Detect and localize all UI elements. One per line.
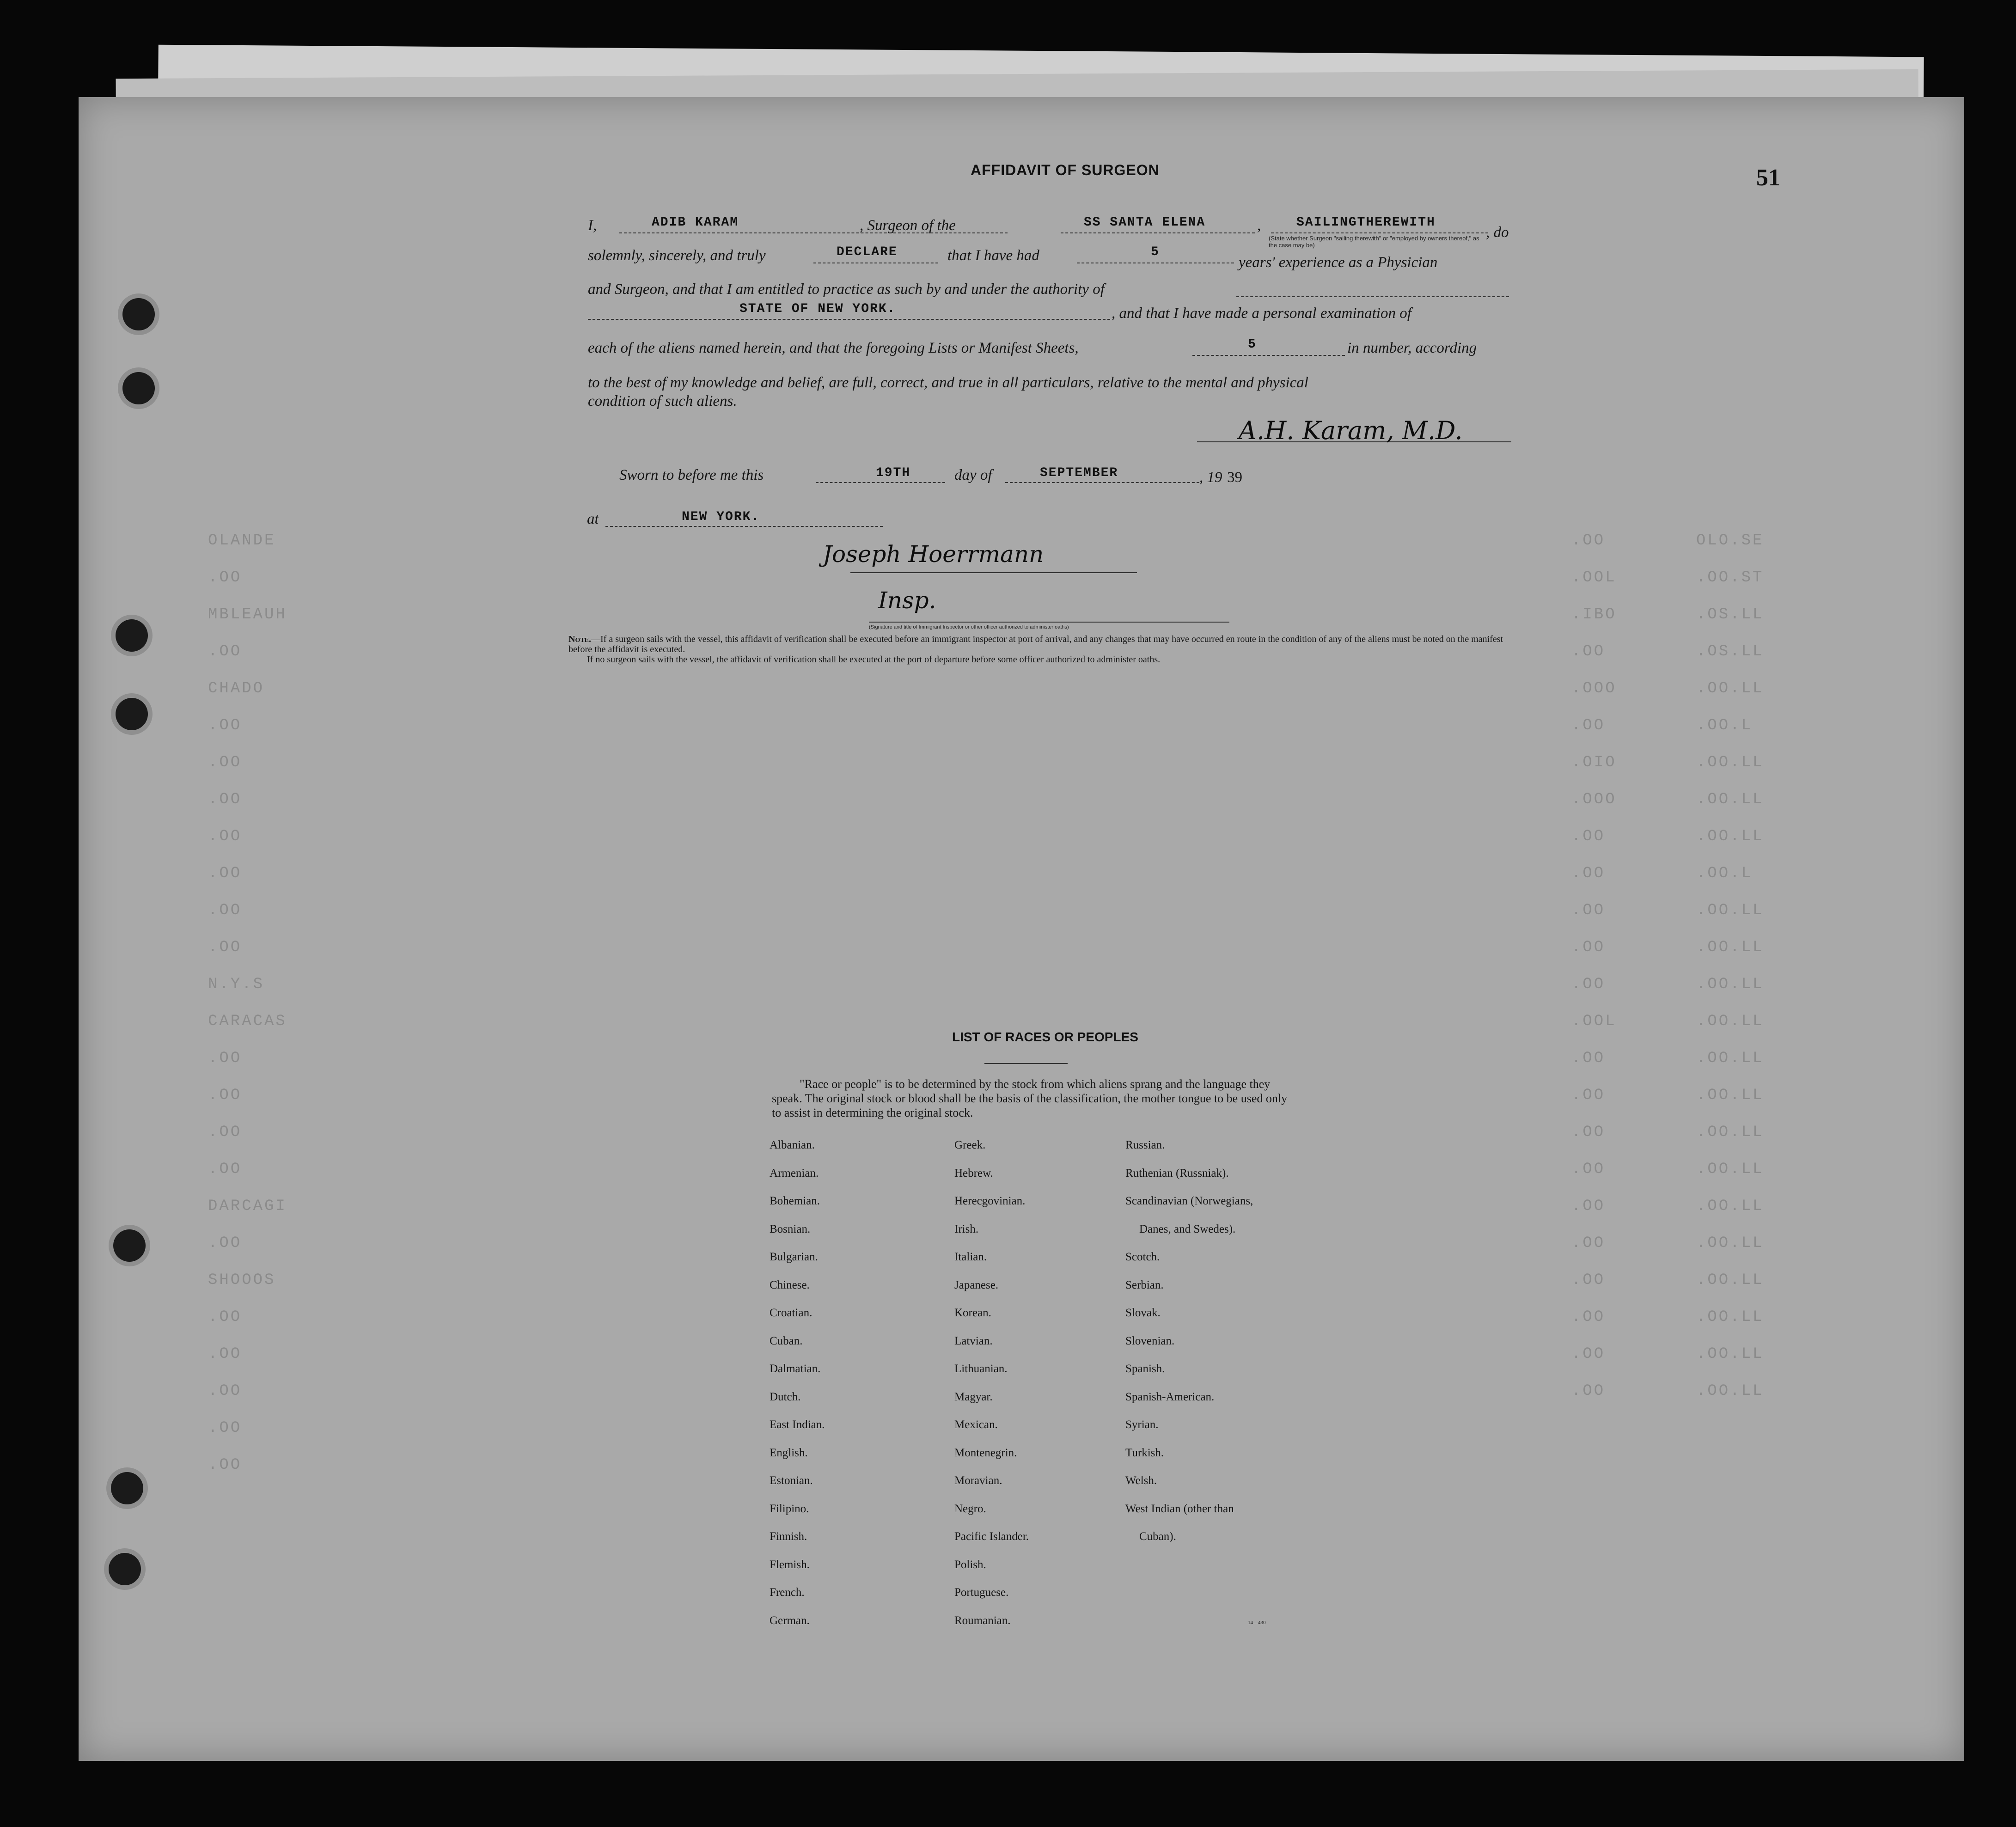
form-number: 14—430: [1248, 1620, 1266, 1625]
race-item: Polish.: [954, 1558, 986, 1571]
race-item: Bosnian.: [770, 1222, 811, 1235]
affidavit-text: , do: [1486, 224, 1509, 241]
race-item: Scotch.: [1125, 1251, 1160, 1263]
surgeon-name: ADIB KARAM: [652, 215, 739, 230]
affidavit-text: , and that I have made a personal examination of: [1112, 305, 1411, 322]
binder-hole-icon: [122, 298, 155, 330]
signature-caption: (Signature and title of Immigrant Inspector or other officer authorized to administer oaths): [869, 624, 1069, 630]
race-item: Chinese.: [770, 1278, 810, 1291]
race-item: Finnish.: [770, 1530, 807, 1543]
race-item: Lithuanian.: [954, 1363, 1008, 1375]
race-item: Slovak.: [1125, 1307, 1161, 1319]
race-item: Bohemian.: [770, 1195, 820, 1207]
fill-line: [1192, 355, 1345, 356]
race-item: Italian.: [954, 1251, 987, 1263]
years-experience: 5: [1151, 245, 1160, 259]
bleed-through-column: OLANDE .OO MBLEAUH .OO CHADO .OO .OO .OO .OO .OO .OO .OO N.Y.S CARACAS .OO .OO .OO .OO DARCAGI .OO SHOOOS .OO .OO .OO .OO .OO: [208, 532, 287, 1474]
signature-line: [869, 622, 1229, 623]
affidavit-text: ,: [1257, 217, 1261, 234]
race-item: Moravian.: [954, 1474, 1002, 1487]
race-item: Croatian.: [770, 1307, 813, 1319]
affidavit-text: to the best of my knowledge and belief, are full, correct, and true in all particulars, relative to the mental and physical: [588, 374, 1308, 391]
sworn-place: NEW YORK.: [682, 510, 760, 524]
race-item: Cuban).: [1139, 1530, 1176, 1543]
sworn-text: , 19: [1199, 469, 1222, 486]
race-item: French.: [770, 1586, 805, 1599]
race-item: Spanish-American.: [1125, 1390, 1215, 1403]
fill-line: [1061, 232, 1255, 233]
race-item: Irish.: [954, 1222, 979, 1235]
race-item: Dalmatian.: [770, 1363, 821, 1375]
race-item: Welsh.: [1125, 1474, 1157, 1487]
race-item: Korean.: [954, 1307, 991, 1319]
binder-hole-icon: [109, 1553, 141, 1585]
affidavit-text: each of the aliens named herein, and that the foregoing Lists or Manifest Sheets,: [588, 340, 1079, 356]
officer-signature: Joseph Hoerrmann: [823, 541, 1044, 568]
binder-hole-icon: [122, 372, 155, 404]
sailing-note: (State whether Surgeon "sailing therewith" or "employed by owners thereof," as the case may be): [1269, 235, 1479, 249]
race-item: Roumanian.: [954, 1614, 1011, 1627]
declaration: DECLARE: [837, 245, 898, 259]
race-item: Flemish.: [770, 1558, 810, 1571]
fill-line: [1271, 232, 1488, 233]
sailing-status: SAILINGTHEREWITH: [1296, 215, 1436, 230]
race-item: Japanese.: [954, 1278, 999, 1291]
race-item: Bulgarian.: [770, 1251, 818, 1263]
races-title: LIST OF RACES OR PEOPLES: [952, 1030, 1138, 1044]
race-item: East Indian.: [770, 1418, 825, 1431]
vessel-name: SS SANTA ELENA: [1084, 215, 1206, 230]
race-item: Ruthenian (Russniak).: [1125, 1167, 1229, 1179]
bleed-through-column: .OO .OOL .IBO .OO .OOO .OO .OIO .OOO .OO .OO .OO .OO .OO .OOL .OO .OO .OO .OO .OO .OO .OO .OO .OO .OO: [1571, 532, 1617, 1400]
race-item: Turkish.: [1125, 1446, 1164, 1459]
race-item: Mexican.: [954, 1418, 998, 1431]
race-item: Albanian.: [770, 1139, 815, 1151]
race-item: Filipino.: [770, 1502, 809, 1515]
affidavit-text: I,: [588, 217, 597, 234]
sworn-text: day of: [954, 467, 992, 483]
fill-line: [1236, 296, 1509, 297]
race-item: Hebrew.: [954, 1167, 993, 1179]
race-item: Pacific Islander.: [954, 1530, 1029, 1543]
race-item: Slovenian.: [1125, 1334, 1175, 1347]
race-item: Negro.: [954, 1502, 986, 1515]
race-item: Scandinavian (Norwegians,: [1125, 1195, 1253, 1207]
note-text: —If a surgeon sails with the vessel, this affidavit of verification shall be executed before an immigrant inspector at port of arrival, and any changes that may have occurred en route in the condition of any of the aliens must be noted on the manifest before the affidavit is executed.: [568, 634, 1503, 654]
affidavit-text: and Surgeon, and that I am entitled to practice as such by and under the authority of: [588, 281, 1105, 298]
affidavit-text: that I have had: [947, 247, 1039, 264]
race-item: Cuban.: [770, 1334, 803, 1347]
affidavit-text: in number, according: [1347, 340, 1477, 356]
race-item: Russian.: [1125, 1139, 1165, 1151]
race-item: West Indian (other than: [1125, 1502, 1234, 1515]
page-title: AFFIDAVIT OF SURGEON: [971, 162, 1160, 178]
officer-title: Insp.: [878, 587, 936, 614]
race-item: Syrian.: [1125, 1418, 1159, 1431]
sworn-text: at: [587, 511, 599, 527]
sworn-year: 39: [1227, 469, 1242, 486]
race-item: Herecgovinian.: [954, 1195, 1026, 1207]
surgeon-signature: A.H. Karam, M.D.: [1239, 416, 1463, 445]
sworn-day: 19TH: [876, 466, 911, 480]
race-item: Montenegrin.: [954, 1446, 1017, 1459]
note-label: Note.: [568, 634, 592, 644]
bleed-through-column: OLO.SE .OO.ST .OS.LL .OS.LL .OO.LL .OO.L .OO.LL .OO.LL .OO.LL .OO.L .OO.LL .OO.LL .OO.LL .OO.LL .OO.LL .OO.LL .OO.LL .OO.LL .OO.LL .OO.LL .OO.LL .OO.LL .OO.LL .OO.LL: [1696, 532, 1764, 1400]
affidavit-text: , Surgeon of the: [860, 217, 956, 234]
races-intro: "Race or people" is to be determined by the stock from which aliens sprang and the language they speak. The original stock or blood shall be the basis of the classification, the mother tongue to be used only to assist in determining the original stock.: [772, 1077, 1288, 1119]
fill-line: [605, 526, 883, 527]
races-column: [1125, 1131, 1253, 1551]
affidavit-text: years' experience as a Physician: [1239, 254, 1438, 271]
authority: STATE OF NEW YORK.: [739, 302, 896, 316]
title-underline: [984, 1063, 1068, 1064]
race-item: Greek.: [954, 1139, 986, 1151]
note-paragraph: [568, 634, 1516, 665]
affidavit-text: solemnly, sincerely, and truly: [588, 247, 766, 264]
page-number: 51: [1756, 165, 1780, 191]
binder-hole-icon: [111, 1472, 143, 1504]
sworn-text: Sworn to before me this: [619, 467, 764, 483]
sworn-month: SEPTEMBER: [1040, 466, 1118, 480]
race-item: Latvian.: [954, 1334, 993, 1347]
affidavit-text: condition of such aliens.: [588, 393, 737, 409]
race-item: Spanish.: [1125, 1363, 1165, 1375]
binder-hole-icon: [116, 698, 148, 730]
fill-line: [588, 319, 1110, 320]
race-item: Magyar.: [954, 1390, 993, 1403]
races-column: [770, 1131, 825, 1635]
races-column: [954, 1131, 1029, 1635]
sheet-count: 5: [1248, 337, 1257, 352]
race-item: Estonian.: [770, 1474, 813, 1487]
signature-line: [850, 572, 1137, 573]
race-item: Portuguese.: [954, 1586, 1009, 1599]
binder-hole-icon: [113, 1229, 146, 1262]
race-item: German.: [770, 1614, 810, 1627]
binder-hole-icon: [116, 619, 148, 652]
race-item: Danes, and Swedes).: [1139, 1222, 1236, 1235]
race-item: English.: [770, 1446, 808, 1459]
fill-line: [816, 482, 945, 483]
race-item: Dutch.: [770, 1390, 801, 1403]
race-item: Armenian.: [770, 1167, 819, 1179]
fill-line: [1005, 482, 1199, 483]
note-text: If no surgeon sails with the vessel, the affidavit of verification shall be executed at the port of departure before some officer authorized to administer oaths.: [587, 654, 1161, 665]
race-item: Serbian.: [1125, 1278, 1164, 1291]
